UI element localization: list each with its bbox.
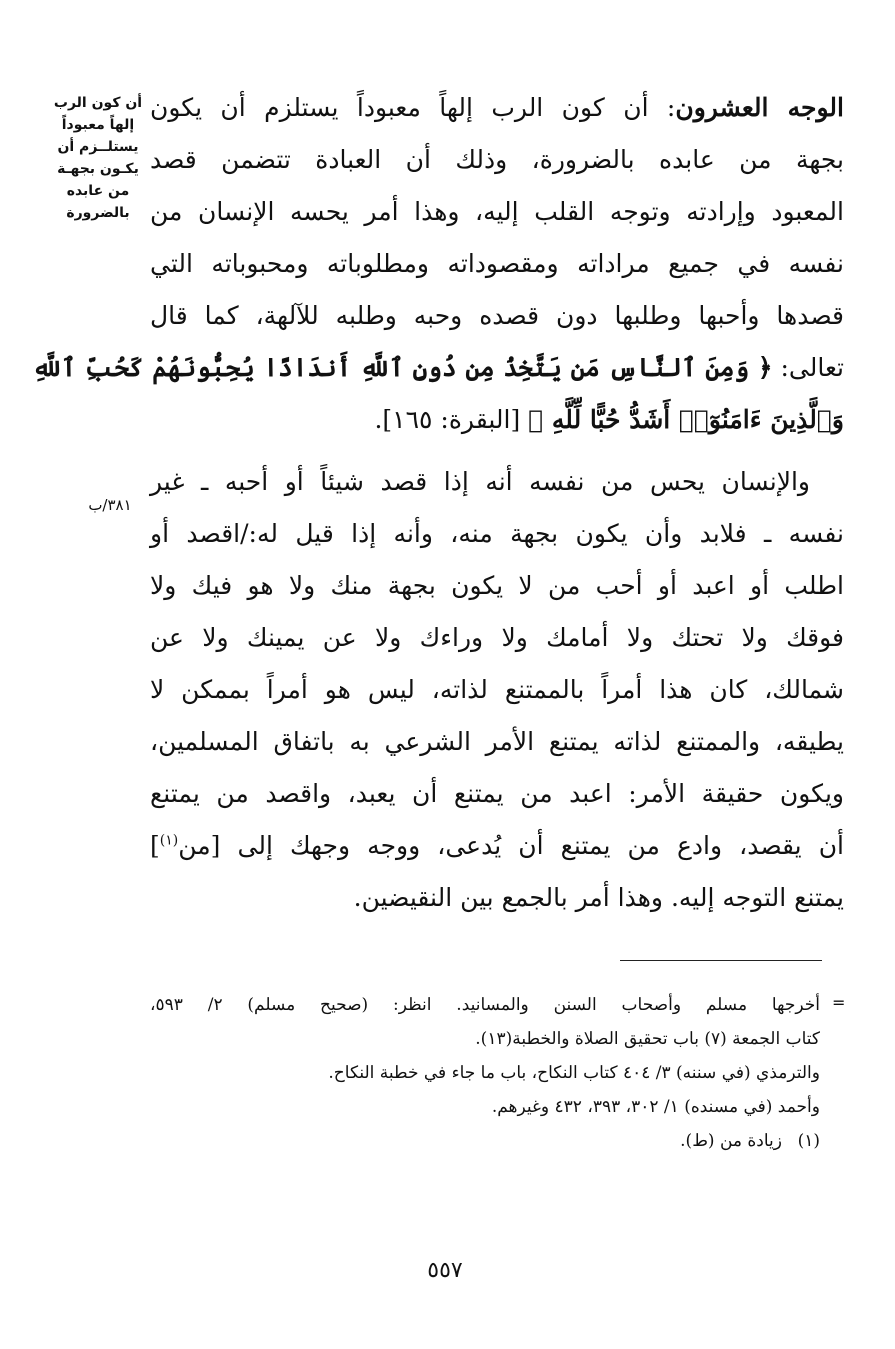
paragraph-2 (150, 456, 844, 924)
text-line: المعبود وإرادته وتوجه القلب إليه، وهذا أمر يحسه الإنسان من (150, 197, 844, 226)
text-line: نفسه ـ فلابد وأن يكون بجهة منه، وأنه إذا قيل له:/اقصد أو (150, 519, 844, 548)
text-line: يطيقه، والممتنع لذاته يمتنع الأمر الشرعي به باتفاق المسلمين، (150, 727, 844, 756)
margin-note-line: أن كون الرب (53, 95, 143, 111)
manuscript-folio-marker: ٣٨١/ب (88, 496, 132, 514)
text-line (150, 820, 844, 872)
text-line: اطلب أو اعبد أو أحب من لا يكون بجهة منك ولا هو فيك ولا (150, 571, 844, 600)
margin-note-line: من عابده (66, 183, 130, 199)
text-line (32, 342, 844, 394)
footnote-continuation-marker: = (832, 993, 846, 1012)
text-line: يمتنع التوجه إليه. وهذا أمر بالجمع بين النقيضين. (353, 883, 844, 912)
footnote-line: وأحمد (في مسنده) ١/ ٣٠٢، ٣٩٣، ٤٣٢ وغيرهم. (491, 1097, 820, 1117)
footnote-line: والترمذي (في سننه) ٣/ ٤٠٤ كتاب النكاح، باب ما جاء في خطبة النكاح. (328, 1063, 820, 1083)
margin-note-line: بالضرورة (66, 205, 130, 221)
text-line (150, 82, 844, 134)
quran-verse: وَٱلَّذِينَ ءَامَنُوٓا۟ أَشَدُّ حُبًّا لِّلَّهِ ﴾ (528, 405, 844, 434)
footnote-separator (620, 960, 822, 961)
footnote-number: (١) (797, 1131, 820, 1151)
text-line: فوقك ولا تحتك ولا أمامك ولا وراءك ولا عن يمينك ولا عن (150, 623, 844, 652)
text-line: والإنسان يحس من نفسه أنه إذا قصد شيئاً أو أحبه ـ غير (150, 467, 810, 496)
section-heading: الوجه العشرون (675, 93, 844, 122)
text-line: ويكون حقيقة الأمر: اعبد من يمتنع أن يعبد، واقصد من يمتنع (150, 779, 844, 808)
text-segment: أن يقصد، وادع من يمتنع أن يُدعى، ووجه وجهك إلى [من (178, 831, 844, 860)
margin-note-line: إلهاً معبوداً (61, 117, 135, 133)
text-line (150, 394, 844, 446)
page-number: ٥٥٧ (427, 1258, 463, 1283)
footnote-line: كتاب الجمعة (٧) باب تحقيق الصلاة والخطبة(١٣). (475, 1029, 820, 1049)
text-segment: : أن كون الرب إلهاً معبوداً يستلزم أن يكون (150, 93, 676, 122)
margin-note (50, 92, 146, 224)
footnotes (150, 988, 820, 1158)
footnote-line: أخرجها مسلم وأصحاب السنن والمسانيد. انظر: (صحيح مسلم) ٢/ ٥٩٣، (150, 995, 820, 1015)
quran-verse: ﴿ وَمِنَ ٱلنَّاسِ مَن يَتَّخِذُ مِن دُونِ ٱللَّهِ أَندَادًا يُحِبُّونَهُمْ كَحُبِّ ٱللَّهِ (32, 353, 773, 382)
verse-citation: [البقرة: ١٦٥]. (374, 405, 521, 434)
text-line: بجهة من عابده بالضرورة، وذلك أن العبادة تتضمن قصد (150, 145, 844, 174)
text-line: نفسه في جميع مراداته ومقصوداته ومطلوباته ومحبوباته التي (150, 249, 844, 278)
text-line: قصدها وأحبها وطلبها دون قصده وحبه وطلبه للآلهة، كما قال (150, 301, 844, 330)
text-segment: تعالى: (780, 353, 844, 382)
text-line: شمالك، كان هذا أمراً بالممتنع لذاته، ليس هو أمراً بممكن لا (150, 675, 844, 704)
text-segment: ] (150, 831, 160, 860)
footnote-text: زيادة من (ط). (680, 1131, 782, 1151)
margin-note-line: يستلــزم أن (57, 139, 139, 155)
margin-note-line: يكـون بجهـة (57, 161, 139, 177)
footnote-1 (150, 1124, 820, 1158)
footnote-reference[interactable]: (١) (159, 832, 179, 849)
